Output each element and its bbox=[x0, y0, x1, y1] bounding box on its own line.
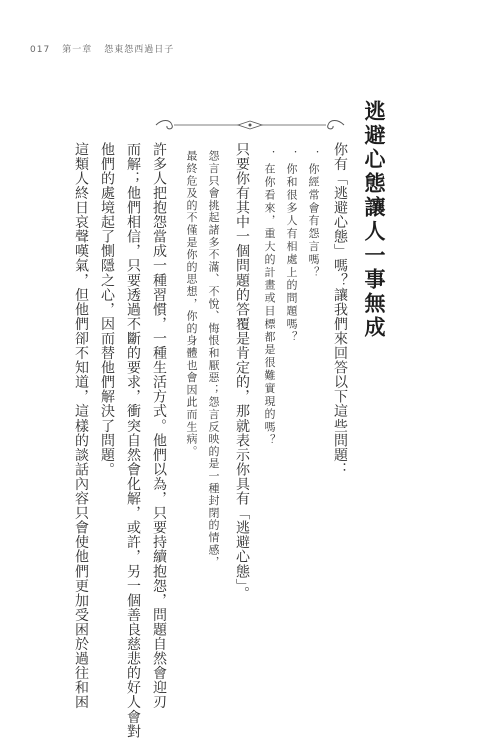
paragraph-2-line-1: 許多人把抱怨當成一種習慣，一種生活方式。他們以為，只要持續抱怨，問題自然會迎刃 bbox=[151, 142, 167, 710]
paragraph-2-line-4: 這類人終日哀聲嘆氣，但他們卻不知道，這樣的談話內容只會使他們更加受困於過往和困 bbox=[73, 142, 89, 710]
chapter-title: 怨東怨西過日子 bbox=[104, 45, 175, 55]
chapter-label: 第一章 bbox=[62, 45, 93, 55]
intro-text: 你有「逃避心態」嗎？讓我們來回答以下這些問題： bbox=[332, 142, 348, 477]
running-header bbox=[30, 42, 174, 55]
note-line-2: 最終危及的不僅是你的思想，你的身體也會因此而生病。 bbox=[185, 150, 198, 458]
section-title: 逃避心態讓人一事無成 bbox=[362, 100, 387, 340]
paragraph-2-line-2: 而解；他們相信，只要透過不斷的要求，衝突自然會化解，或許，另一個善良慈悲的好人會對 bbox=[125, 142, 141, 739]
paragraph-1: 只要你有其中一個問題的答覆是肯定的，那就表示你具有「逃避心態」。 bbox=[234, 142, 250, 601]
question-item-2: ．你和很多人有相處上的問題嗎？ bbox=[285, 150, 298, 344]
note-line-1: 怨言只會挑起諸多不滿、不悅、悔恨和厭惡；怨言反映的是一種封閉的情感， bbox=[207, 150, 220, 569]
ornament-divider-icon bbox=[150, 118, 350, 132]
page-number: 017 bbox=[30, 45, 51, 55]
question-item-1: ．你經常會有怨言嗎？ bbox=[307, 150, 320, 279]
question-item-3: ．在你看來，重大的計畫或目標都是很難實現的嗎？ bbox=[263, 150, 276, 447]
paragraph-2-line-3: 他們的處境起了惻隱之心，因而替他們解決了問題。 bbox=[99, 142, 115, 477]
